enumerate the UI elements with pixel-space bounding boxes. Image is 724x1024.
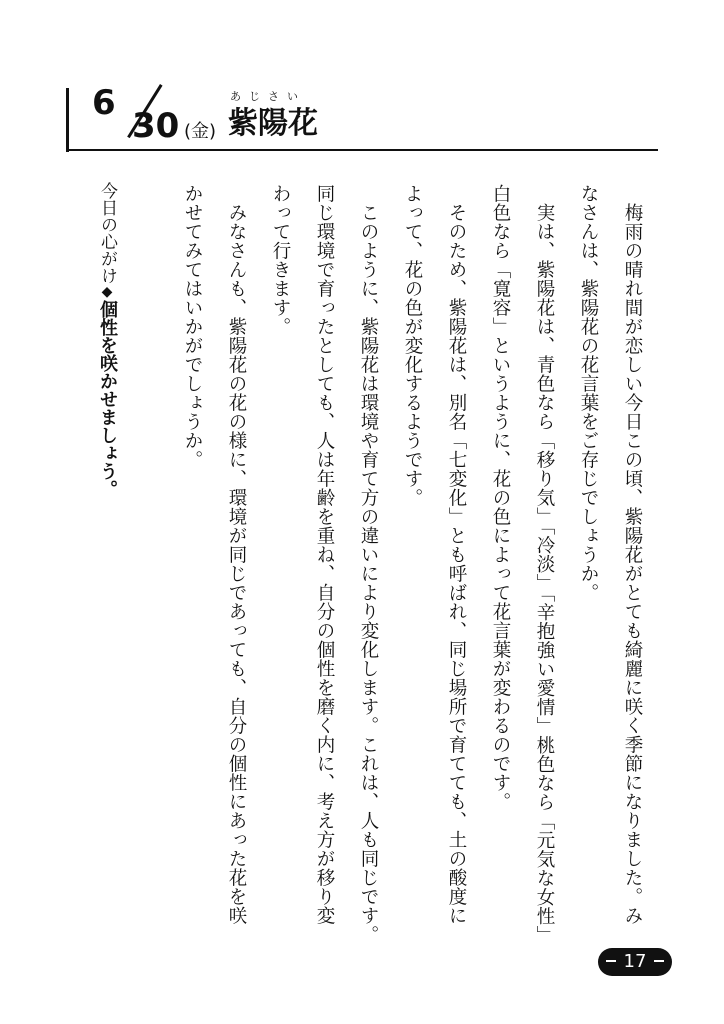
body-line: よって、花の色が変化するようです。	[402, 184, 423, 507]
page-title: 紫陽花	[228, 106, 318, 141]
motto-value: 個性を咲かせましょう。	[97, 300, 118, 498]
body-line: 実は、紫陽花は、青色なら「移り気」「冷淡」「辛抱強い愛情」桃色なら「元気な女性」	[534, 184, 555, 945]
body-line: かせてみてはいかがでしょうか。	[182, 184, 203, 469]
date-header	[60, 84, 660, 154]
body-line: なさんは、紫陽花の花言葉をご存じでしょうか。	[578, 184, 599, 602]
motto-label: 今日の心がけ	[97, 182, 117, 284]
body-line: 白色なら「寛容」というように、花の色によって花言葉が変わるのです。	[490, 184, 511, 811]
header-underline	[66, 149, 658, 151]
page-number: 17	[598, 948, 672, 976]
body-line: そのため、紫陽花は、別名「七変化」とも呼ばれ、同じ場所で育てても、土の酸度に	[446, 184, 467, 925]
body-text	[182, 184, 654, 954]
body-line: 同じ環境で育ったとしても、人は年齢を重ね、自分の個性を磨く内に、考え方が移り変	[314, 184, 335, 925]
weekday: (金)	[184, 121, 217, 142]
month: 6	[92, 83, 116, 123]
body-line: わって行きます。	[270, 184, 291, 336]
header-vertical-rule	[66, 88, 69, 152]
diamond-icon: ◆	[99, 284, 115, 300]
body-line: このように、紫陽花は環境や育て方の違いにより変化します。これは、人も同じです。	[358, 184, 379, 944]
body-line: みなさんも、紫陽花の花の様に、環境が同じであっても、自分の個性にあった花を咲	[226, 184, 247, 925]
body-line: 梅雨の晴れ間が恋しい今日この頃、紫陽花がとても綺麗に咲く季節になりました。み	[622, 184, 643, 925]
day: 30	[132, 106, 180, 146]
title-ruby: あじさい	[230, 90, 306, 103]
daily-motto	[82, 182, 122, 642]
